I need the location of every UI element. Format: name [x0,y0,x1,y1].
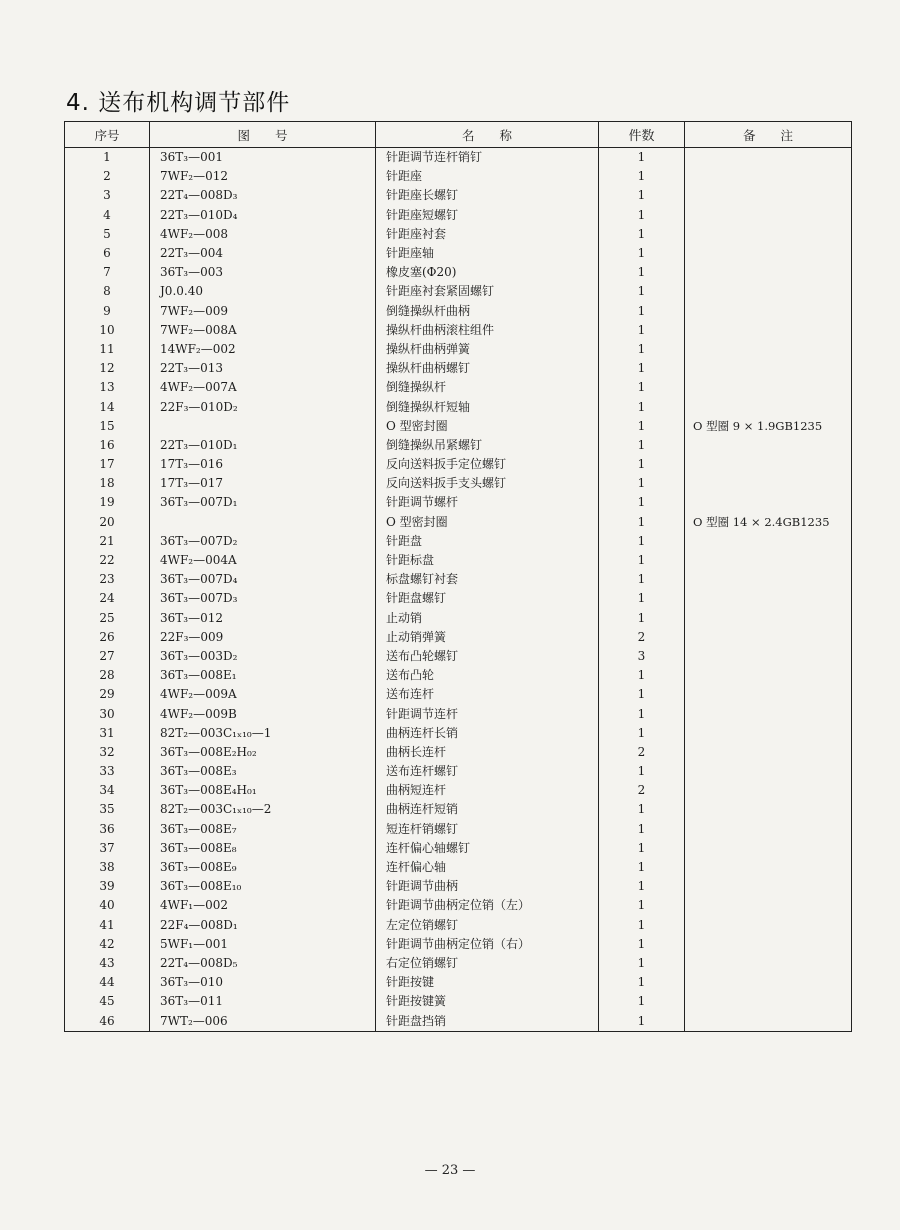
cell-quantity: 1 [599,397,685,416]
cell-quantity: 1 [599,1011,685,1032]
table-row [65,820,852,839]
cell-remark [685,666,852,685]
cell-seq: 17 [65,455,150,474]
cell-part-name: 针距座衬套紧固螺钉 [376,282,599,301]
cell-quantity: 1 [599,954,685,973]
cell-remark [685,628,852,647]
table-row [65,858,852,877]
cell-remark [685,167,852,186]
cell-quantity: 1 [599,762,685,781]
cell-seq: 5 [65,225,150,244]
cell-quantity: 1 [599,493,685,512]
cell-quantity: 3 [599,647,685,666]
cell-remark [685,206,852,225]
cell-remark [685,436,852,455]
table-row [65,244,852,263]
cell-seq: 2 [65,167,150,186]
cell-quantity: 2 [599,628,685,647]
cell-part-name: 左定位销螺钉 [376,916,599,935]
table-row [65,724,852,743]
table-row [65,877,852,896]
cell-remark [685,378,852,397]
cell-drawing-number: 4WF₁—002 [150,896,376,915]
cell-quantity: 1 [599,474,685,493]
header-drawing-number: 图 号 [150,122,376,148]
cell-quantity: 1 [599,973,685,992]
page-number: — 23 — [424,1163,476,1178]
cell-part-name: 针距调节连杆销钉 [376,148,599,168]
table-row [65,628,852,647]
cell-drawing-number: 36T₃—012 [150,609,376,628]
cell-remark [685,609,852,628]
cell-quantity: 1 [599,186,685,205]
cell-quantity: 1 [599,800,685,819]
cell-quantity: 1 [599,513,685,532]
cell-seq: 34 [65,781,150,800]
cell-part-name: 针距调节螺杆 [376,493,599,512]
cell-part-name: 送布凸轮 [376,666,599,685]
parts-table [64,121,852,1032]
cell-drawing-number: 36T₃—008E₄H₀₁ [150,781,376,800]
cell-quantity: 2 [599,781,685,800]
cell-drawing-number: 82T₂—003C₁ₓ₁₀—1 [150,724,376,743]
cell-part-name: 曲柄短连杆 [376,781,599,800]
cell-quantity: 1 [599,225,685,244]
cell-remark [685,896,852,915]
cell-remark [685,954,852,973]
table-row [65,206,852,225]
cell-seq: 11 [65,340,150,359]
header-remark: 备 注 [685,122,852,148]
cell-seq: 19 [65,493,150,512]
cell-drawing-number: 22F₃—009 [150,628,376,647]
cell-drawing-number: 22F₃—010D₂ [150,397,376,416]
cell-seq: 36 [65,820,150,839]
cell-drawing-number: 7WF₂—012 [150,167,376,186]
cell-part-name: 曲柄连杆长销 [376,724,599,743]
cell-remark [685,282,852,301]
cell-part-name: 短连杆销螺钉 [376,820,599,839]
cell-drawing-number: 22T₃—010D₁ [150,436,376,455]
cell-seq: 32 [65,743,150,762]
cell-seq: 13 [65,378,150,397]
cell-quantity: 1 [599,359,685,378]
cell-quantity: 1 [599,609,685,628]
cell-quantity: 1 [599,570,685,589]
cell-part-name: 曲柄长连杆 [376,743,599,762]
table-row [65,800,852,819]
cell-seq: 25 [65,609,150,628]
cell-remark [685,532,852,551]
cell-quantity: 1 [599,704,685,723]
cell-remark [685,397,852,416]
parts-table-body [65,148,852,1032]
cell-remark [685,781,852,800]
cell-part-name: 针距座轴 [376,244,599,263]
cell-seq: 20 [65,513,150,532]
cell-remark [685,685,852,704]
cell-quantity: 1 [599,666,685,685]
cell-quantity: 1 [599,877,685,896]
cell-drawing-number: 4WF₂—009A [150,685,376,704]
cell-part-name: 止动销 [376,609,599,628]
cell-part-name: 曲柄连杆短销 [376,800,599,819]
cell-quantity: 1 [599,551,685,570]
header-seq: 序号 [65,122,150,148]
cell-drawing-number: 17T₃—016 [150,455,376,474]
cell-drawing-number: 7WT₂—006 [150,1011,376,1032]
cell-drawing-number: 22T₃—004 [150,244,376,263]
cell-drawing-number: 36T₃—008E₁ [150,666,376,685]
cell-part-name: 连杆偏心轴 [376,858,599,877]
table-row [65,302,852,321]
cell-part-name: 送布连杆 [376,685,599,704]
table-row [65,839,852,858]
cell-seq: 10 [65,321,150,340]
cell-drawing-number: 5WF₁—001 [150,935,376,954]
cell-drawing-number: 36T₃—003D₂ [150,647,376,666]
cell-remark [685,973,852,992]
header-part-name: 名 称 [376,122,599,148]
table-row [65,340,852,359]
cell-quantity: 1 [599,244,685,263]
cell-seq: 29 [65,685,150,704]
cell-remark [685,916,852,935]
cell-remark [685,762,852,781]
cell-drawing-number: 36T₃—007D₃ [150,589,376,608]
cell-drawing-number [150,513,376,532]
cell-part-name: 针距盘螺钉 [376,589,599,608]
table-row [65,148,852,168]
cell-seq: 44 [65,973,150,992]
cell-drawing-number: 22T₃—010D₄ [150,206,376,225]
cell-part-name: 针距座 [376,167,599,186]
cell-drawing-number: 36T₃—007D₂ [150,532,376,551]
table-row [65,570,852,589]
cell-remark [685,839,852,858]
cell-part-name: 倒缝操纵吊紧螺钉 [376,436,599,455]
cell-quantity: 1 [599,589,685,608]
cell-seq: 39 [65,877,150,896]
cell-seq: 26 [65,628,150,647]
cell-drawing-number: 22F₄—008D₁ [150,916,376,935]
cell-seq: 46 [65,1011,150,1032]
cell-quantity: 1 [599,378,685,397]
cell-remark [685,455,852,474]
table-row [65,493,852,512]
table-row [65,896,852,915]
cell-quantity: 1 [599,321,685,340]
cell-part-name: 操纵杆曲柄滚柱组件 [376,321,599,340]
table-row [65,186,852,205]
cell-seq: 15 [65,417,150,436]
cell-part-name: 倒缝操纵杆短轴 [376,397,599,416]
cell-part-name: 针距调节曲柄定位销（左） [376,896,599,915]
cell-part-name: 针距盘挡销 [376,1011,599,1032]
cell-part-name: 针距座长螺钉 [376,186,599,205]
cell-seq: 41 [65,916,150,935]
cell-drawing-number: 7WF₂—009 [150,302,376,321]
cell-seq: 33 [65,762,150,781]
cell-seq: 24 [65,589,150,608]
cell-quantity: 1 [599,839,685,858]
cell-seq: 37 [65,839,150,858]
cell-remark [685,858,852,877]
cell-part-name: 针距按键 [376,973,599,992]
table-row [65,417,852,436]
cell-part-name: 针距座短螺钉 [376,206,599,225]
cell-remark [685,359,852,378]
cell-drawing-number: J0.0.40 [150,282,376,301]
table-header-row [65,122,852,148]
cell-drawing-number: 36T₃—008E₂H₀₂ [150,743,376,762]
cell-remark [685,321,852,340]
cell-part-name: 针距盘 [376,532,599,551]
cell-drawing-number: 36T₃—011 [150,992,376,1011]
table-row [65,225,852,244]
table-row [65,704,852,723]
cell-remark: O 型圈 9 × 1.9GB1235 [685,417,852,436]
cell-part-name: 操纵杆曲柄螺钉 [376,359,599,378]
cell-quantity: 1 [599,340,685,359]
table-row [65,762,852,781]
cell-remark: O 型圈 14 × 2.4GB1235 [685,513,852,532]
cell-seq: 21 [65,532,150,551]
cell-remark [685,474,852,493]
cell-seq: 45 [65,992,150,1011]
cell-drawing-number: 17T₃—017 [150,474,376,493]
cell-remark [685,225,852,244]
table-row [65,685,852,704]
cell-remark [685,743,852,762]
cell-remark [685,570,852,589]
cell-remark [685,186,852,205]
cell-remark [685,263,852,282]
cell-drawing-number: 36T₃—007D₁ [150,493,376,512]
cell-part-name: 橡皮塞(Φ20) [376,263,599,282]
cell-part-name: 针距调节曲柄 [376,877,599,896]
cell-drawing-number [150,417,376,436]
table-row [65,321,852,340]
cell-remark [685,1011,852,1032]
header-quantity: 件数 [599,122,685,148]
cell-drawing-number: 36T₃—008E₃ [150,762,376,781]
cell-remark [685,820,852,839]
cell-part-name: 反向送料扳手支头螺钉 [376,474,599,493]
cell-quantity: 1 [599,532,685,551]
table-row [65,935,852,954]
cell-remark [685,148,852,168]
table-row [65,397,852,416]
cell-drawing-number: 7WF₂—008A [150,321,376,340]
cell-drawing-number: 22T₄—008D₃ [150,186,376,205]
cell-seq: 12 [65,359,150,378]
cell-seq: 27 [65,647,150,666]
cell-seq: 23 [65,570,150,589]
cell-remark [685,340,852,359]
cell-quantity: 1 [599,148,685,168]
cell-seq: 16 [65,436,150,455]
cell-seq: 43 [65,954,150,973]
cell-remark [685,551,852,570]
cell-quantity: 1 [599,263,685,282]
cell-part-name: O 型密封圈 [376,417,599,436]
cell-part-name: 送布凸轮螺钉 [376,647,599,666]
cell-quantity: 1 [599,916,685,935]
table-row [65,781,852,800]
cell-quantity: 1 [599,820,685,839]
cell-part-name: 止动销弹簧 [376,628,599,647]
cell-remark [685,647,852,666]
cell-drawing-number: 36T₃—007D₄ [150,570,376,589]
table-row [65,359,852,378]
cell-remark [685,992,852,1011]
cell-quantity: 1 [599,685,685,704]
table-row [65,551,852,570]
cell-seq: 9 [65,302,150,321]
cell-part-name: 针距标盘 [376,551,599,570]
table-row [65,743,852,762]
cell-part-name: 操纵杆曲柄弹簧 [376,340,599,359]
cell-seq: 22 [65,551,150,570]
cell-drawing-number: 36T₃—003 [150,263,376,282]
cell-quantity: 2 [599,743,685,762]
table-row [65,1011,852,1032]
cell-seq: 31 [65,724,150,743]
table-row [65,609,852,628]
table-row [65,647,852,666]
cell-quantity: 1 [599,302,685,321]
cell-remark [685,244,852,263]
cell-quantity: 1 [599,417,685,436]
cell-part-name: 倒缝操纵杆 [376,378,599,397]
cell-seq: 6 [65,244,150,263]
cell-part-name: 反向送料扳手定位螺钉 [376,455,599,474]
cell-drawing-number: 4WF₂—009B [150,704,376,723]
cell-seq: 42 [65,935,150,954]
cell-part-name: 针距座衬套 [376,225,599,244]
cell-seq: 35 [65,800,150,819]
table-row [65,532,852,551]
cell-remark [685,704,852,723]
cell-quantity: 1 [599,896,685,915]
cell-part-name: 右定位销螺钉 [376,954,599,973]
cell-remark [685,935,852,954]
cell-quantity: 1 [599,858,685,877]
cell-drawing-number: 36T₃—001 [150,148,376,168]
cell-part-name: O 型密封圈 [376,513,599,532]
cell-part-name: 送布连杆螺钉 [376,762,599,781]
table-row [65,954,852,973]
cell-quantity: 1 [599,436,685,455]
cell-quantity: 1 [599,455,685,474]
cell-quantity: 1 [599,724,685,743]
cell-remark [685,800,852,819]
cell-seq: 28 [65,666,150,685]
cell-drawing-number: 36T₃—008E₁₀ [150,877,376,896]
cell-quantity: 1 [599,935,685,954]
table-row [65,589,852,608]
cell-seq: 3 [65,186,150,205]
table-row [65,992,852,1011]
cell-seq: 38 [65,858,150,877]
cell-quantity: 1 [599,206,685,225]
table-row [65,282,852,301]
cell-quantity: 1 [599,167,685,186]
table-row [65,455,852,474]
cell-remark [685,302,852,321]
cell-part-name: 针距调节连杆 [376,704,599,723]
cell-seq: 40 [65,896,150,915]
table-row [65,666,852,685]
cell-remark [685,493,852,512]
cell-remark [685,589,852,608]
cell-drawing-number: 14WF₂—002 [150,340,376,359]
cell-drawing-number: 4WF₂—004A [150,551,376,570]
table-row [65,916,852,935]
cell-remark [685,877,852,896]
table-row [65,973,852,992]
cell-remark [685,724,852,743]
cell-quantity: 1 [599,992,685,1011]
cell-drawing-number: 82T₂—003C₁ₓ₁₀—2 [150,800,376,819]
cell-drawing-number: 4WF₂—008 [150,225,376,244]
cell-drawing-number: 22T₃—013 [150,359,376,378]
cell-drawing-number: 36T₃—010 [150,973,376,992]
cell-drawing-number: 22T₄—008D₅ [150,954,376,973]
cell-drawing-number: 36T₃—008E₇ [150,820,376,839]
table-row [65,513,852,532]
cell-seq: 1 [65,148,150,168]
page-title: 4. 送布机构调节部件 [66,90,291,116]
cell-part-name: 标盘螺钉衬套 [376,570,599,589]
cell-seq: 18 [65,474,150,493]
cell-part-name: 针距调节曲柄定位销（右） [376,935,599,954]
cell-seq: 4 [65,206,150,225]
cell-drawing-number: 36T₃—008E₉ [150,858,376,877]
cell-quantity: 1 [599,282,685,301]
table-row [65,436,852,455]
cell-drawing-number: 36T₃—008E₈ [150,839,376,858]
cell-seq: 8 [65,282,150,301]
table-row [65,167,852,186]
table-row [65,378,852,397]
cell-drawing-number: 4WF₂—007A [150,378,376,397]
table-row [65,474,852,493]
table-row [65,263,852,282]
cell-seq: 14 [65,397,150,416]
cell-seq: 30 [65,704,150,723]
cell-part-name: 连杆偏心轴螺钉 [376,839,599,858]
cell-seq: 7 [65,263,150,282]
cell-part-name: 针距按键簧 [376,992,599,1011]
cell-part-name: 倒缝操纵杆曲柄 [376,302,599,321]
